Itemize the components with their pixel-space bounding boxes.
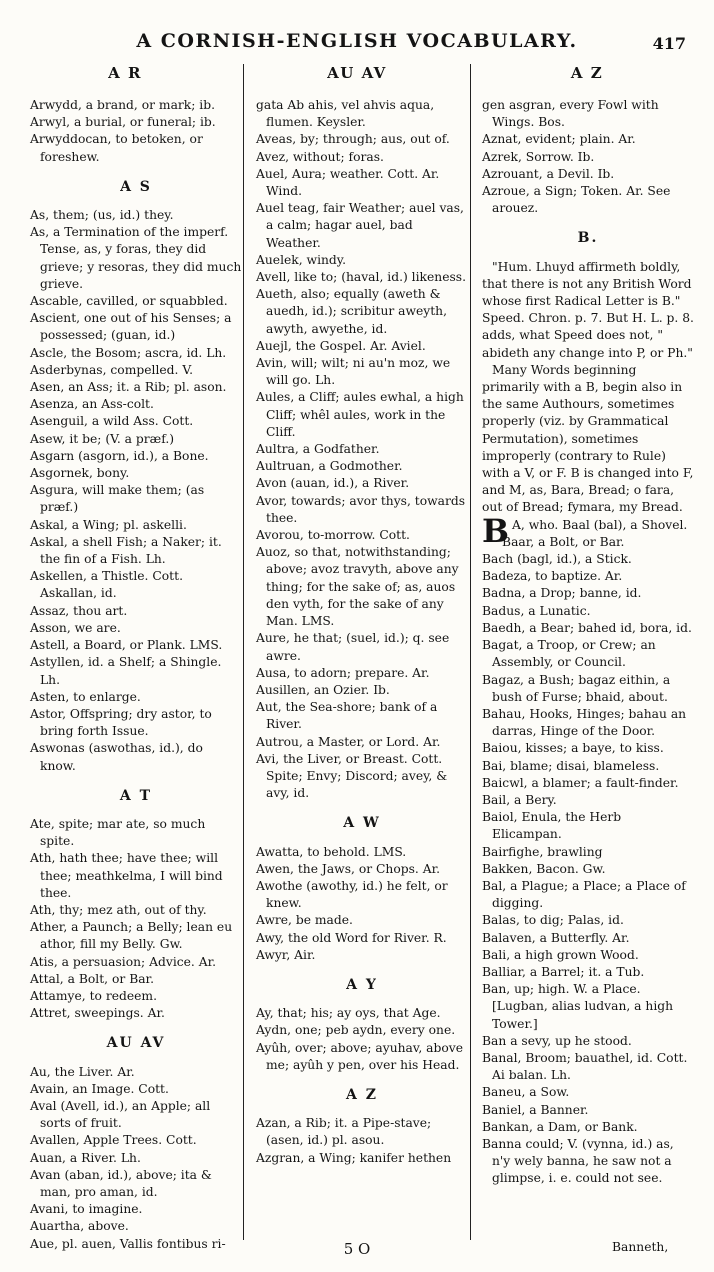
dictionary-entry: Bairfighe, brawling [482,844,603,859]
dictionary-entry: Ather, a Paunch; a Belly; lean eu athor, fill my Belly. Gw. [30,920,233,952]
dictionary-entry: Auartha, above. [30,1219,129,1234]
dictionary-entry: gata Ab ahis, vel ahvis aqua, flumen. Keysler. [256,98,435,130]
dictionary-entry: Asson, we are. [30,620,121,635]
dictionary-entry: Attal, a Bolt, or Bar. [30,971,154,986]
section-heading: A Y [346,976,378,993]
page-number: 417 [652,34,686,53]
dictionary-entry: Ay, that; his; ay oys, that Age. [256,1006,441,1021]
dictionary-entry: Avon (auan, id.), a River. [256,476,410,491]
dictionary-entry: Asew, it be; (V. a præf.) [30,431,175,446]
dictionary-entry: Bali, a high grown Wood. [482,947,639,962]
dictionary-entry: Attamye, to redeem. [30,988,157,1003]
dictionary-entry: Aue, pl. auen, Vallis fontibus ri- [30,1236,226,1251]
dictionary-entry: Astor, Offspring; dry astor, to bring forth Issue. [30,706,212,739]
dictionary-entry: Askellen, a Thistle. Cott. Askallan, id. [30,569,183,601]
dictionary-entry: Bankan, a Dam, or Bank. [482,1119,638,1134]
dictionary-entry: Azrek, Sorrow. Ib. [482,149,595,164]
dictionary-entry: Baneu, a Sow. [482,1085,570,1100]
dictionary-entry: Balaven, a Butterfly. Ar. [482,930,630,945]
dictionary-entry: Baar, a Bolt, or Bar. [502,534,625,549]
dictionary-entry: Ascle, the Bosom; ascra, id. Lh. [30,345,227,360]
dictionary-entry: Awyr, Air. [256,947,316,962]
dictionary-entry: Atis, a persuasion; Advice. Ar. [30,954,217,969]
dictionary-entry: Autrou, a Master, or Lord. Ar. [256,734,441,749]
dictionary-entry: As, a Termination of the imperf. Tense, as, y foras, they did grieve; y resoras, they did much grieve. [30,225,242,291]
dictionary-entry: Avain, an Image. Cott. [30,1081,169,1096]
dictionary-entry: Auoz, so that, notwithstanding; above; avoz travyth, above any thing; for the sake of; as, auos den vyth, for the sake of any Man. LMS. [256,545,459,629]
dictionary-entry: Avi, the Liver, or Breast. Cott. Spite; Envy; Discord; avey, & avy, id. [256,751,448,801]
dictionary-entry: Au, the Liver. Ar. [30,1064,135,1079]
dictionary-entry: Aval (Avell, id.), an Apple; all sorts of fruit. [30,1098,211,1131]
dictionary-entry: Avin, will; wilt; ni au'n moz, we will go. Lh. [256,356,451,388]
dictionary-entry: Aznat, evident; plain. Ar. [482,132,636,147]
dictionary-entry: Avor, towards; avor thys, towards thee. [256,493,466,525]
dictionary-entry: Asgura, will make them; (as præf.) [30,483,205,515]
dictionary-entry: Astyllen, id. a Shelf; a Shingle. Lh. [30,655,222,687]
dictionary-entry: Arwyddocan, to betoken, or foreshew. [30,132,203,164]
dictionary-entry: Badna, a Drop; banne, id. [482,586,642,601]
dictionary-entry: Aure, he that; (suel, id.); q. see awre. [256,631,450,663]
dictionary-entry: Awen, the Jaws, or Chops. Ar. [256,861,441,876]
dictionary-entry: Auejl, the Gospel. Ar. Aviel. [256,338,426,353]
dictionary-entry: Astell, a Board, or Plank. LMS. [30,638,223,653]
dictionary-entry: Aswonas (aswothas, id.), do know. [30,741,203,773]
dictionary-entry: Bail, a Bery. [482,792,557,807]
dictionary-entry: Asgornek, bony. [30,466,130,481]
dictionary-entry: Awothe (awothy, id.) he felt, or knew. [256,878,448,911]
section-heading: A Z [346,1086,378,1103]
dictionary-entry: Balliar, a Barrel; it. a Tub. [482,964,645,979]
dictionary-entry: Asgarn (asgorn, id.), a Bone. [30,448,209,463]
dictionary-entry: Aueth, also; equally (aweth & auedh, id.); scribitur aweyth, awyth, awyethe, id. [256,287,448,336]
dictionary-entry: Awatta, to behold. LMS. [256,844,407,859]
dictionary-entry: Bach (bagl, id.), a Stick. [482,552,632,567]
column-2-head: AU AV [327,64,387,82]
dictionary-entry: Aveas, by; through; aus, out of. [256,132,450,147]
dictionary-entry: Badeza, to baptize. Ar. [482,569,623,584]
dictionary-entry: Aules, a Cliff; aules ewhal, a high Cliff; whêl aules, work in the Cliff. [256,390,464,439]
dictionary-entry: Asderbynas, compelled. V. [30,362,193,377]
dictionary-entry: Baiou, kisses; a baye, to kiss. [482,741,664,756]
dictionary-entry: Bal, a Plague; a Place; a Place of digging. [482,878,686,911]
dictionary-entry: Aultra, a Godfather. [256,442,380,457]
dictionary-entry: Asten, to enlarge. [30,689,141,704]
dictionary-entry: Ban, up; high. W. a Place. [Lugban, alias ludvan, a high Tower.] [482,982,674,1031]
dictionary-entry: Auan, a River. Lh. [30,1150,141,1165]
dictionary-entry: Avell, like to; (haval, id.) likeness. [256,270,467,285]
dictionary-entry: Asenza, an Ass-colt. [30,397,154,412]
dictionary-entry: Avez, without; foras. [256,149,384,164]
column-2 [256,97,468,1167]
dictionary-entry: Asen, an Ass; it. a Rib; pl. ason. [30,380,227,395]
dictionary-entry: Askal, a Wing; pl. askelli. [30,517,187,532]
dictionary-entry: Azgran, a Wing; kanifer hethen [256,1150,452,1165]
dictionary-entry: Azan, a Rib; it. a Pipe-stave; (asen, id.) pl. asou. [256,1116,432,1148]
dictionary-entry: Avallen, Apple Trees. Cott. [30,1133,197,1148]
dictionary-entry: Aut, the Sea-shore; bank of a River. [256,700,438,732]
dictionary-entry: Banal, Broom; bauathel, id. Cott. Ai balan. Lh. [482,1050,688,1083]
section-heading: AU AV [106,1035,166,1052]
column-3 [482,97,694,1188]
dictionary-entry: Balas, to dig; Palas, id. [482,913,624,928]
column-1-head: A R [108,64,142,82]
dictionary-entry: Asenguil, a wild Ass. Cott. [30,414,194,429]
column-rule-2 [470,64,471,1240]
dictionary-entry: Ayûh, over; above; ayuhav, above me; ayûh y pen, over his Head. [256,1040,464,1072]
section-heading: A T [119,787,153,804]
dictionary-entry: Baiol, Enula, the Herb Elicampan. [482,810,622,842]
column-rule-1 [243,64,244,1240]
dictionary-entry: Bahau, Hooks, Hinges; bahau an darras, Hinge of the Door. [482,706,687,739]
dictionary-entry: Assaz, thou art. [30,603,128,618]
dictionary-entry: Baniel, a Banner. [482,1102,589,1117]
dictionary-entry: Ath, hath thee; have thee; will thee; meathkelma, I will bind thee. [30,851,223,900]
dictionary-entry: Ausillen, an Ozier. Ib. [256,682,390,697]
dictionary-entry: Aydn, one; peb aydn, every one. [256,1023,456,1038]
intro-paragraph: Many Words beginning primarily with a B, begin also in the same Authours, sometimes properly (viz. by Grammatical Permutation), sometimes improperly (contrary to Rule) with a V, or F. B is changed into F, and M, as, Bara, Bread; o fara, out of Bread; fymara, my Bread. [482,362,694,515]
section-heading: A S [120,178,152,195]
drop-cap: B [482,511,510,550]
dictionary-entry: Arwydd, a brand, or mark; ib. [30,98,215,112]
column-1 [30,97,242,1253]
dictionary-entry: Aultruan, a Godmother. [256,459,403,474]
column-3-head: A Z [570,64,604,82]
dictionary-entry: Auelek, windy. [256,252,347,267]
intro-paragraph: "Hum. Lhuyd affirmeth boldly, that there is not any British Word whose first Radical Letter is B." Speed. Chron. p. 7. But H. L. p. 8. adds, what Speed does not, " abideth any change into P, or Ph." [482,259,694,360]
running-head: A CORNISH-ENGLISH VOCABULARY. [136,30,578,52]
dictionary-entry: Azrouant, a Devil. Ib. [482,166,615,181]
dictionary-entry: Avan (aban, id.), above; ita & man, pro aman, id. [30,1167,212,1199]
dictionary-entry: Avorou, to-morrow. Cott. [256,528,410,543]
dictionary-entry: Bakken, Bacon. Gw. [482,861,606,876]
dictionary-entry: Bai, blame; disai, blameless. [482,758,660,773]
dictionary-entry: Ascable, cavilled, or squabbled. [30,294,228,309]
dictionary-entry: gen asgran, every Fowl with Wings. Bos. [482,98,659,130]
dictionary-entry: Ban a sevy, up he stood. [482,1033,632,1048]
dictionary-entry: Baicwl, a blamer; a fault-finder. [482,775,679,790]
dictionary-entry: Ath, thy; mez ath, out of thy. [30,902,207,917]
dictionary-entry: Bagaz, a Bush; bagaz eithin, a bush of Furse; bhaid, about. [482,672,671,704]
dictionary-entry: Azroue, a Sign; Token. Ar. See arouez. [482,184,671,216]
section-heading: A W [343,815,381,832]
dictionary-entry: Avani, to imagine. [30,1202,143,1217]
dictionary-entry: Ate, spite; mar ate, so much spite. [30,816,206,849]
dictionary-entry: Banna could; V. (vynna, id.) as, n'y wely banna, he saw not a glimpse, i. e. could not see. [482,1136,674,1186]
entry-text: A, who. Baal (bal), a Shovel. [512,517,688,532]
dictionary-entry: Askal, a shell Fish; a Naker; it. the fin of a Fish. Lh. [30,534,222,567]
dictionary-entry: Arwyl, a burial, or funeral; ib. [30,115,216,130]
dictionary-entry: Auel, Aura; weather. Cott. Ar. Wind. [256,166,440,199]
dictionary-entry: As, them; (us, id.) they. [30,208,174,223]
dictionary-entry: Bagat, a Troop, or Crew; an Assembly, or Council. [482,638,656,670]
dictionary-entry: Awre, be made. [256,913,353,928]
dictionary-entry: Awy, the old Word for River. R. [256,930,447,945]
dictionary-entry: Ausa, to adorn; prepare. Ar. [256,665,430,680]
dictionary-entry: Ascient, one out of his Senses; a possessed; (guan, id.) [30,311,232,343]
catchword: Banneth, [612,1240,669,1254]
section-heading: B. [577,230,599,247]
dictionary-entry: Badus, a Lunatic. [482,603,591,618]
dictionary-entry: Baedh, a Bear; bahed id, bora, id. [482,620,692,635]
dictionary-entry: Auel teag, fair Weather; auel vas, a calm; hagar auel, bad Weather. [256,201,464,250]
signature-mark: 5 O [343,1240,371,1258]
dictionary-entry: Attret, sweepings. Ar. [30,1006,165,1021]
